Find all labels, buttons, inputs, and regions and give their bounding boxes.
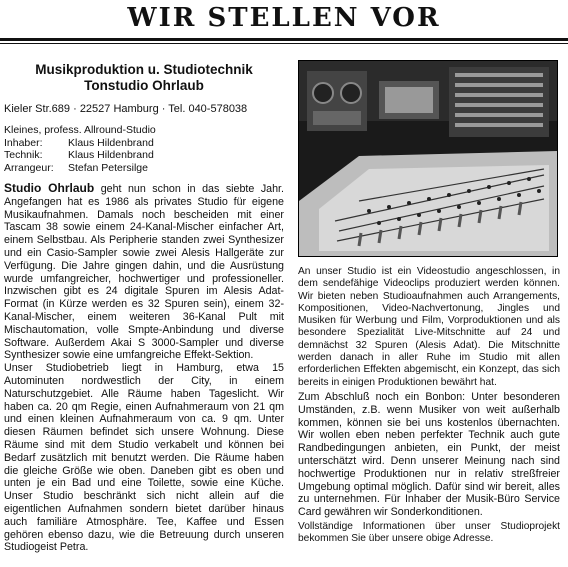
right-column xyxy=(298,266,560,546)
info-row-arranger xyxy=(4,162,284,175)
location-paragraph: Unser Studiobetrieb liegt in Hamburg, etwa 15 Autominuten nordwestlich der City, in einem Naturschutzgebiet. Alle Räume haben Tageslicht. Wir haben ca. 20 qm Regie, einen Aufnahmeraum von 21 qm und einen kleinen Aufnahmeraum von ca. 9 qm. Unter diesen Räumen befindet sich unsere Wohnung. Diese Räume sind mit dem Studio verkabelt und können bei Bedarf zusätzlich mit benutzt werden. Die Räume haben die gleiche Größe wie oben. Daneben gibt es oben und unten je ein Bad und eine Toilette, sowie eine Küche. Unser Studio beschränkt sich nicht allein auf die eigentlichen Aufnahmen sondern bietet darüber hinaus auch familiäre Atmosphäre. Tee, Kaffee und Essen gehören ebenso dazu, wie die Betreuung durch unseren Studiogeist Petra. xyxy=(4,362,284,554)
studio-heading-line2: Tonstudio Ohrlaub xyxy=(84,78,204,93)
info-value: Klaus Hildenbrand xyxy=(68,149,154,161)
intro-body: geht nun schon in das siebte Jahr. Angefangen hat es 1986 als privates Studio für eigene Musikaufnahmen. Damals noch bescheiden mit einer Tascam 38 sowie einem 24-Kanal-Mischer einfacher Art, einem Selbstbau. Als Peripherie standen zwei Synthesizer und ein Casio-Sampler sowie zwei Alesis Hallgeräte zur Verfügung. Die Jahre gingen dahin, und die Ausrüstung wurde umfangreicher, hochwertiger und professioneller. Inzwischen gibt es 24 digitale Spuren im Alesis Adat-Format (in Kürze werden es 32 Spuren sein), einem 32-Kanal-Mischer, einem weiteren 36-Kanal Pult mit Mischautomation, volle Smpte-Anbindung und diverse Software. Außerdem Akai S 3000-Sampler und diverse Synthesizer sowie eine umfangreiche Effekt-Sektion. xyxy=(4,183,284,362)
studio-address: Kieler Str.689 · 22527 Hamburg · Tel. 040-578038 xyxy=(4,103,248,115)
info-value: Stefan Petersilge xyxy=(68,161,148,174)
video-paragraph: An unser Studio ist ein Videostudio angeschlossen, in dem sendefähige Videoclips produziert werden können. Wir bieten neben Studioaufnahmen auch Arrangements, Kompositionen, Video-Nachvertonung, Jingles und Musiken für Werbung und Film, Vorproduktionen und als besondere Spezialität Live-Mitschnitte auf 24 und demnächst 32 Spuren (Alesis Adat). Die Mitschnitte werden danach in aller Ruhe im Studio mit allen erforderlichen Effekten abgemischt, ein Konzept, das sich bereits in einigen Produktionen bewährt hat. xyxy=(298,266,560,388)
info-row-owner xyxy=(4,137,284,150)
info-key: Technik: xyxy=(4,149,43,161)
closing-paragraph: Vollständige Informationen über unser Studioprojekt bekommen Sie über unsere obige Adresse. xyxy=(298,520,560,545)
studio-info xyxy=(4,124,284,174)
left-column xyxy=(4,62,284,554)
studio-photo xyxy=(298,60,558,257)
bonbon-paragraph: Zum Abschluß noch ein Bonbon: Unter besonderen Umständen, z.B. wenn Musiker von weit außerhalb kommen, können sie bei uns kostenlos übernachten. Wir wollen eben neben perfekter Technik auch gute Randbedingungen anbieten, ein Punkt, der meist unterschätzt wird. Denn unserer Meinung nach sind hochwertige Produktionen nur in relativ streßfreier Umgebung optimal möglich. Dafür sind wir bereit, alles zu unternehmen. Für Inhaber der Musik-Büro Service Card gewähren wir Sonderkonditionen. xyxy=(298,390,560,519)
intro-paragraph xyxy=(4,182,284,362)
lead-in-text: Studio Ohrlaub xyxy=(4,181,95,195)
banner-rule-thick xyxy=(0,38,568,41)
mixing-console-photo-icon xyxy=(299,61,557,256)
info-value: Klaus Hildenbrand xyxy=(68,136,154,149)
info-key: Arrangeur: xyxy=(4,161,54,174)
section-banner: WIR STELLEN VOR xyxy=(127,3,441,33)
info-key: Inhaber: xyxy=(4,136,43,149)
studio-description: Kleines, profess. Allround-Studio xyxy=(4,124,156,136)
info-row-technik xyxy=(4,149,284,162)
studio-heading-line1: Musikproduktion u. Studiotechnik xyxy=(35,62,253,77)
banner-rule-thin xyxy=(0,43,568,44)
